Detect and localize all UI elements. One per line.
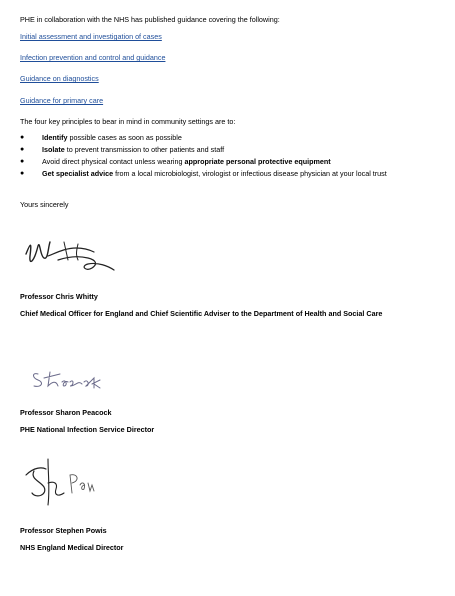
signature-peacock [30, 368, 102, 394]
bullet-dot-icon: ● [20, 170, 25, 177]
link-initial-assessment[interactable]: Initial assessment and investigation of cases [20, 32, 162, 41]
list-item: Get specialist advice from a local microbiologist, virologist or infectious disease physician at your local trust [42, 169, 387, 178]
list-item: Identify possible cases as soon as possible [42, 133, 182, 142]
signatory-title-powis: NHS England Medical Director [20, 543, 124, 552]
signatory-title-whitty: Chief Medical Officer for England and Chief Scientific Adviser to the Department of Health and Social Care [20, 309, 383, 318]
signature-whitty [18, 226, 118, 282]
signature-powis [20, 453, 100, 509]
list-item: Avoid direct physical contact unless wearing appropriate personal protective equipment [42, 157, 331, 166]
list-item: Isolate to prevent transmission to other patients and staff [42, 145, 225, 154]
bullet-dot-icon: ● [20, 134, 25, 141]
signatory-title-peacock: PHE National Infection Service Director [20, 425, 155, 434]
intro-text: PHE in collaboration with the NHS has published guidance covering the following: [20, 15, 280, 24]
principles-intro: The four key principles to bear in mind in community settings are to: [20, 117, 236, 126]
bullet-dot-icon: ● [20, 158, 25, 165]
link-diagnostics[interactable]: Guidance on diagnostics [20, 74, 99, 83]
bullet-dot-icon: ● [20, 146, 25, 153]
link-primary-care[interactable]: Guidance for primary care [20, 96, 104, 105]
signatory-name-powis: Professor Stephen Powis [20, 526, 107, 535]
closing-text: Yours sincerely [20, 200, 69, 209]
signatory-name-peacock: Professor Sharon Peacock [20, 408, 112, 417]
signatory-name-whitty: Professor Chris Whitty [20, 292, 98, 301]
link-infection-prevention[interactable]: Infection prevention and control and guidance [20, 53, 166, 62]
